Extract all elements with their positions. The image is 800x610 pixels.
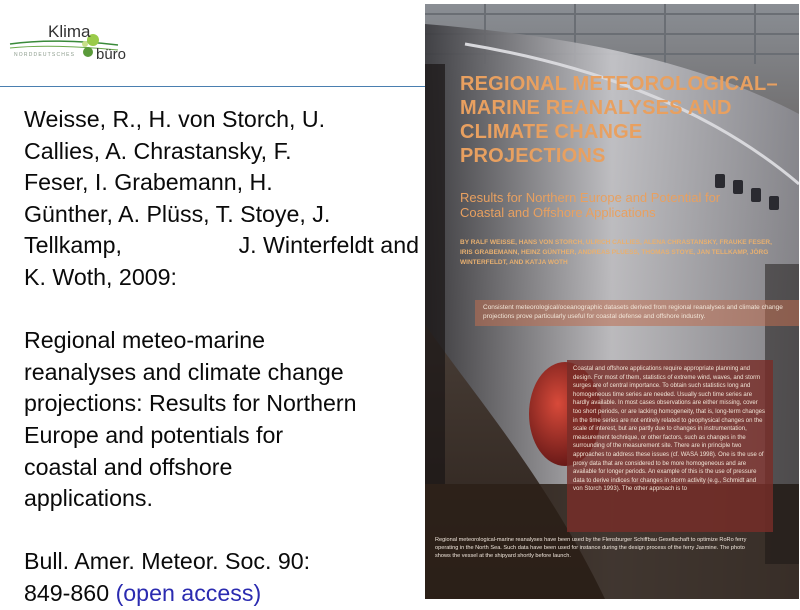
paper-title-line: applications. (24, 485, 153, 512)
cover-authors: BY RALF WEISSE, HANS VON STORCH, ULRICH CALLIES, ALENA CHRASTANSKY, FRAUKE FESER, IRIS GRABEMANN, HEINZ GÜNTHER, ANDREAS PLUESS, THOMAS STOYE, JAN TELLKAMP, JÖRG WINTERFELDT, AND KATJA WOTH (460, 239, 772, 266)
authors-line: Günther, A. Plüss, T. Stoye, J. (24, 200, 331, 227)
paper-title-line: Europe and potentials for (24, 421, 284, 448)
page-range: 849-860 (24, 579, 110, 606)
paper-title-line: projections: Results for Northern (24, 390, 357, 417)
authors-line-right: J. Winterfeldt and (238, 232, 419, 259)
cover-body-text: Coastal and offshore applications require appropriate planning and design. For most of them, statistics of extreme wind, waves, and storm surges are of central importance. To obtain such statistics long and homogeneous time series are needed. Usually such time series are hardly available. In most cases observations are either missing, cover too short periods, or are lacking homogeneity, that is, long-term changes in the time series are not entirely related to geophysical changes on the scale of interest, but are partly due to changes in instrumentation, measurement technique, or other factors, such as changes in the surrounding of the measurement site. There are in principle two approaches to address these issues (cf. WASA 1998). One is the use of proxy data that are considered to be more homogeneous and are available for longer periods. An example of this is the use of pressure data to derive indices for changes in storm activity (e.g., Schmidt and von Storch 1993). The other approach is to (573, 366, 765, 493)
authors-line-year: K. Woth, 2009: (24, 263, 177, 290)
open-access-link[interactable]: (open access) (115, 579, 262, 606)
logo-word-buero: büro (96, 46, 127, 63)
klimabuero-logo (8, 10, 148, 80)
logo-word-klima: Klima (48, 22, 91, 41)
authors-line: Callies, A. Chrastansky, F. (24, 137, 292, 164)
paper-title-line: Regional meteo-marine (24, 327, 266, 354)
cover-title: REGIONAL METEOROLOGICAL–MARINE REANALYSES AND CLIMATE CHANGE PROJECTIONS (460, 73, 778, 167)
journal-reference: Bull. Amer. Meteor. Soc. 90: (24, 548, 311, 575)
cover-abstract-banner (475, 300, 799, 326)
header-divider (0, 86, 426, 87)
logo-subtitle: NORDDEUTSCHES (14, 52, 76, 58)
logo-graphic (8, 10, 148, 80)
cover-subtitle: Results for Northern Europe and Potential for Coastal and Offshore Applications (460, 190, 721, 220)
authors-line-left: Tellkamp, (24, 232, 122, 259)
cover-abstract-text: Consistent meteorological/oceanographic datasets derived from regional reanalyses and climate change projections prove particularly useful for coastal defense and offshore industry. (483, 304, 783, 320)
cover-body-box (567, 360, 773, 532)
article-cover-image (425, 4, 799, 599)
authors-line: Feser, I. Grabemann, H. (24, 169, 273, 196)
authors-line: Weisse, R., H. von Storch, U. (24, 106, 326, 132)
paper-title-line: reanalyses and climate change (24, 358, 344, 385)
pages-line (24, 578, 419, 610)
cover-photo-caption: Regional meteorological-marine reanalyses have been used by the Flensburger Schiffbau Gesellschaft to optimize RoRo ferry operating in the North Sea. Such data have been used for instance during the design process of the ferry Jasmine. The photo shows the vessel at the shipyard shortly before launch. (435, 537, 747, 559)
authors-line-justified (24, 230, 419, 262)
citation-text (24, 104, 419, 610)
paper-title-line: coastal and offshore (24, 453, 233, 480)
